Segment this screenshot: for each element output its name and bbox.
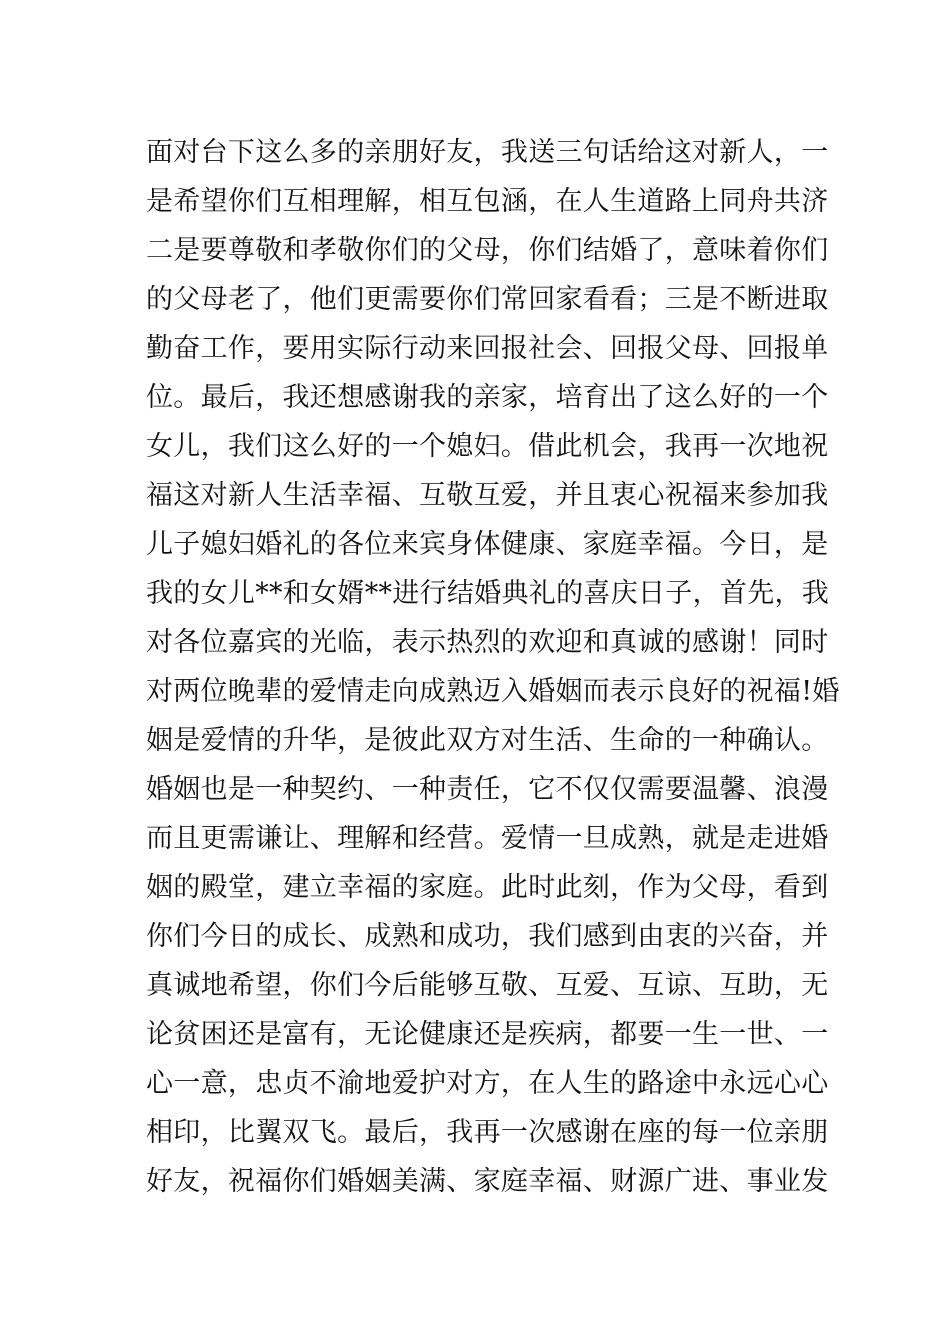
text-line: 好友，祝福你们婚姻美满、家庭幸福、财源广进、事业发: [146, 1166, 829, 1197]
text-line: 位。最后，我还想感谢我的亲家，培育出了这么好的一个: [146, 382, 829, 413]
text-line: 相印，比翼双飞。最后，我再一次感谢在座的每一位亲朋: [146, 1117, 829, 1148]
text-line: 婚姻也是一种契约、一种责任，它不仅仅需要温馨、浪漫: [146, 774, 829, 805]
text-line: 的父母老了，他们更需要你们常回家看看；三是不断进取: [146, 284, 829, 315]
text-line: 勤奋工作，要用实际行动来回报社会、回报父母、回报单: [146, 333, 829, 364]
text-line: 姻的殿堂，建立幸福的家庭。此时此刻，作为父母，看到: [146, 872, 829, 903]
text-line: 福这对新人生活幸福、互敬互爱，并且衷心祝福来参加我: [146, 480, 829, 511]
body-text: [146, 128, 840, 1206]
text-line: 心一意，忠贞不渝地爱护对方，在人生的路途中永远心心: [146, 1068, 829, 1099]
text-line: 儿子媳妇婚礼的各位来宾身体健康、家庭幸福。今日，是: [146, 529, 829, 560]
text-line: 而且更需谦让、理解和经营。爱情一旦成熟，就是走进婚: [146, 823, 829, 854]
text-line: 你们今日的成长、成熟和成功，我们感到由衷的兴奋，并: [146, 921, 829, 952]
text-line: 对各位嘉宾的光临，表示热烈的欢迎和真诚的感谢！同时: [146, 627, 829, 658]
text-line: 女儿，我们这么好的一个媳妇。借此机会，我再一次地祝: [146, 431, 829, 462]
text-line: 真诚地希望，你们今后能够互敬、互爱、互谅、互助，无: [146, 970, 829, 1001]
text-line: 面对台下这么多的亲朋好友，我送三句话给这对新人，一: [146, 137, 829, 168]
text-line: 是希望你们互相理解，相互包涵，在人生道路上同舟共济: [146, 186, 829, 217]
text-line: 姻是爱情的升华，是彼此双方对生活、生命的一种确认。: [146, 725, 829, 756]
text-line: 论贫困还是富有，无论健康还是疾病，都要一生一世、一: [146, 1019, 829, 1050]
text-line: 我的女儿**和女婿**进行结婚典礼的喜庆日子，首先，我: [146, 578, 830, 609]
text-line: 二是要尊敬和孝敬你们的父母，你们结婚了，意味着你们: [146, 235, 829, 266]
text-line: 对两位晚辈的爱情走向成熟迈入婚姻而表示良好的祝福!婚: [146, 676, 840, 707]
